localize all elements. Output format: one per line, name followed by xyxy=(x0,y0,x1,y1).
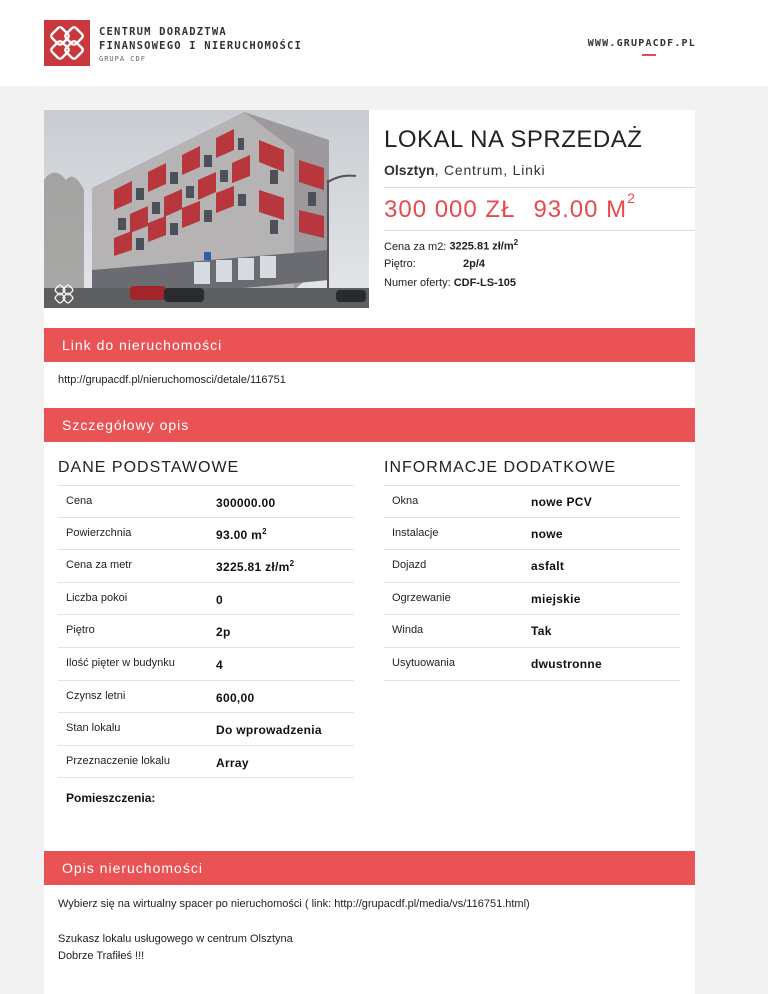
rooms-label: Pomieszczenia: xyxy=(66,791,156,805)
row-value: 4 xyxy=(216,657,223,672)
description-line-1: Wybierz się na wirtualny spacer po nieruchomości ( link: http://grupacdf.pl/media/vs/116751.html) xyxy=(58,898,530,910)
row-label: Liczba pokoi xyxy=(66,591,128,604)
website-link[interactable]: WWW.GRUPACDF.PL xyxy=(587,38,696,49)
row-value: dwustronne xyxy=(531,656,602,671)
area-sup: 2 xyxy=(627,190,636,206)
link-section-header: Link do nieruchomości xyxy=(44,328,695,362)
row-value: Do wprowadzenia xyxy=(216,723,322,738)
row-value: miejskie xyxy=(531,591,581,606)
row-label: Cena za metr xyxy=(66,559,133,572)
table-row xyxy=(384,550,680,583)
row-value: 0 xyxy=(216,592,223,607)
row-label: Okna xyxy=(392,495,419,507)
logo-line-2: FINANSOWEGO I NIERUCHOMOŚCI xyxy=(99,40,303,52)
divider xyxy=(384,230,695,231)
table-row xyxy=(384,648,680,681)
row-value: 3225.81 $zł/m^2$ xyxy=(216,559,295,575)
logo-line-1: CENTRUM DORADZTWA xyxy=(99,26,227,38)
price-per-m2-row xyxy=(384,238,518,253)
row-value: nowe PCV xyxy=(531,495,593,509)
logo-line-3: GRUPA CDF xyxy=(99,55,146,63)
price-per-m2-value: 3225.81 zł/m xyxy=(449,240,514,253)
extra-info-table xyxy=(384,485,680,681)
row-label: Dojazd xyxy=(392,559,427,572)
floor-value: 2p/4 xyxy=(463,258,486,270)
row-value: 300000.00 xyxy=(216,496,276,510)
table-row xyxy=(58,485,354,518)
price-value: 300 000 ZŁ xyxy=(384,196,516,223)
location-city: Olsztyn xyxy=(384,162,435,178)
listing-location xyxy=(384,162,545,178)
description-line-3: Dobrze Trafiłeś !!! xyxy=(58,950,145,962)
listing-price xyxy=(384,190,636,224)
row-label: Winda xyxy=(392,624,424,637)
row-label: Przeznaczenie lokalu xyxy=(66,754,170,767)
table-row xyxy=(58,583,354,616)
price-per-m2-sup: 2 xyxy=(513,238,519,247)
row-label: Usytuowania xyxy=(392,656,455,669)
table-row xyxy=(58,713,354,746)
row-label: Piętro xyxy=(66,624,95,637)
listing-card xyxy=(44,110,695,994)
row-label: Powierzchnia xyxy=(66,526,132,539)
row-value: asfalt xyxy=(531,559,565,574)
table-row xyxy=(58,518,354,551)
page-header xyxy=(0,0,768,86)
table-row xyxy=(58,648,354,681)
table-row xyxy=(58,681,354,714)
row-value: nowe xyxy=(531,526,563,541)
table-row xyxy=(384,485,680,518)
table-row xyxy=(384,583,680,616)
website-underline xyxy=(642,54,656,56)
row-label: Instalacje xyxy=(392,526,439,539)
interlocking-squares-icon xyxy=(44,20,90,66)
table-row xyxy=(384,615,680,648)
row-label: Czynsz letni xyxy=(66,689,126,702)
company-logo[interactable] xyxy=(44,20,90,66)
price-per-m2-label: Cena za m2: xyxy=(384,240,447,253)
details-section-header: Szczegółowy opis xyxy=(44,408,695,442)
floor-row xyxy=(384,258,485,270)
table-row xyxy=(384,518,680,551)
property-url[interactable]: http://grupacdf.pl/nieruchomosci/detale/116751 xyxy=(58,374,286,386)
basic-data-heading: DANE PODSTAWOWE xyxy=(58,459,240,476)
description-line-2: Szukasz lokalu usługowego w centrum Olsztyna xyxy=(58,933,293,945)
row-value: Array xyxy=(216,755,249,770)
table-row xyxy=(58,615,354,648)
location-district: , Centrum, Linki xyxy=(434,162,546,178)
floor-label: Piętro: xyxy=(384,258,416,270)
listing-title: LOKAL NA SPRZEDAŻ xyxy=(384,126,643,153)
description-section-header: Opis nieruchomości xyxy=(44,851,695,885)
property-photo xyxy=(44,110,369,308)
row-value: 2p xyxy=(216,625,231,640)
table-row xyxy=(58,550,354,583)
divider xyxy=(384,187,695,188)
row-value: 600,00 xyxy=(216,690,255,705)
area-value: 93.00 M xyxy=(533,196,628,223)
row-value: 93.00 $m^2$ xyxy=(216,526,267,542)
basic-data-table xyxy=(58,485,354,778)
extra-info-heading: INFORMACJE DODATKOWE xyxy=(384,459,617,476)
offer-number-value: CDF-LS-105 xyxy=(453,277,517,289)
row-value: Tak xyxy=(531,624,552,639)
table-row xyxy=(58,746,354,779)
row-label: Ilość pięter w budynku xyxy=(66,656,175,669)
offer-number-label: Numer oferty: xyxy=(384,277,451,289)
row-label: Stan lokalu xyxy=(66,722,121,735)
row-label: Ogrzewanie xyxy=(392,591,451,604)
offer-number-row xyxy=(384,277,516,289)
row-label: Cena xyxy=(66,495,93,507)
company-name xyxy=(99,25,302,65)
